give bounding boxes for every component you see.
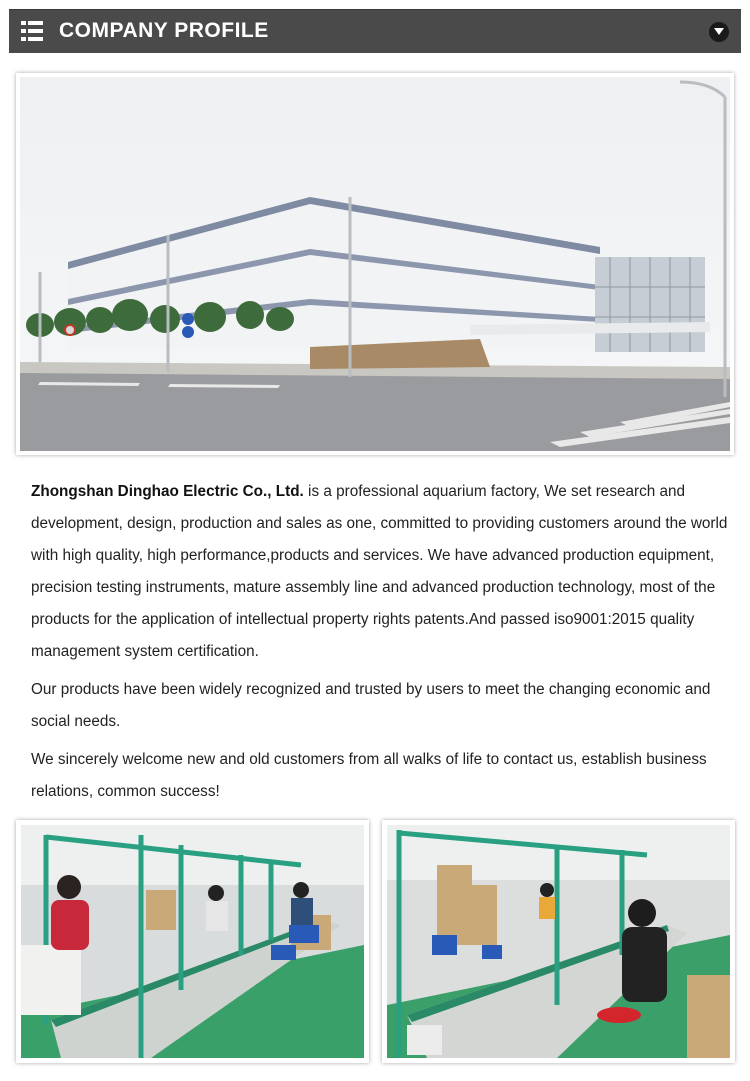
intro-paragraph <box>31 476 731 668</box>
welcome-paragraph: We sincerely welcome new and old customers from all walks of life to contact us, establish business relations, common success! <box>31 751 707 800</box>
intro-paragraph-text: is a professional aquarium factory, We set research and development, design, production and sales as one, committed to providing customers around the world with high quality, high performance,products and services. We have advanced production equipment, precision testing instruments, mature assembly line and advanced production technology, most of the products for the application of intellectual property rights patents.And passed iso9001:2015 quality management system certification. <box>31 483 728 660</box>
assembly-line-illustration-2 <box>387 825 730 1058</box>
factory-building-illustration <box>20 77 730 451</box>
collapse-toggle[interactable] <box>709 22 729 42</box>
assembly-line-illustration-1 <box>21 825 364 1058</box>
company-name: Zhongshan Dinghao Electric Co., Ltd. <box>31 483 304 500</box>
recognition-paragraph: Our products have been widely recognized and trusted by users to meet the changing economic and social needs. <box>31 681 711 730</box>
list-icon <box>21 21 43 41</box>
workshop-photo-1 <box>16 820 369 1063</box>
factory-photo <box>16 73 734 455</box>
section-title: COMPANY PROFILE <box>59 19 269 42</box>
chevron-down-icon <box>714 28 724 36</box>
workshop-photo-2 <box>382 820 735 1063</box>
company-description <box>31 476 731 814</box>
section-header <box>9 9 741 53</box>
